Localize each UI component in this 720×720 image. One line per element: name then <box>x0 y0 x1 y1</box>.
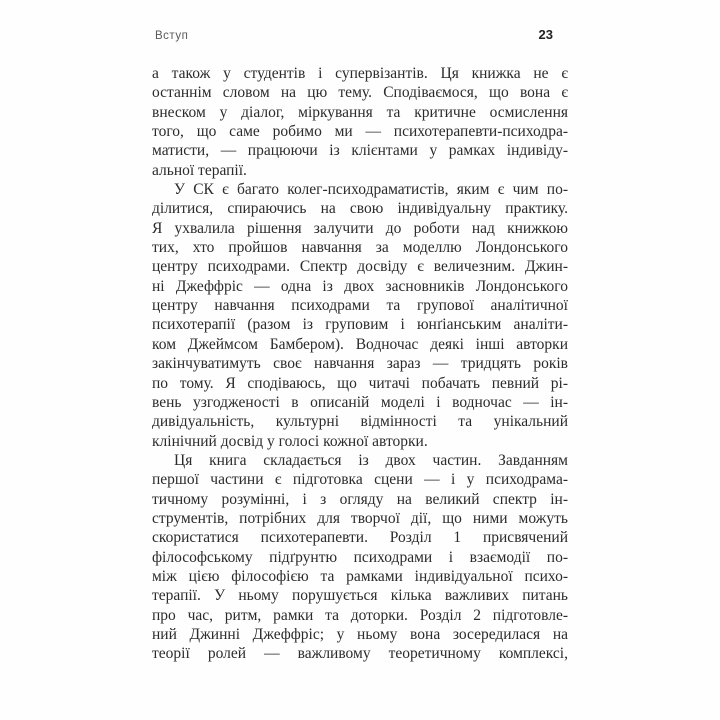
text-line: а також у студентів і супервізантів. Ця книжка не є <box>152 65 568 82</box>
text-line: Ця книга складається із двох частин. Завданням <box>174 451 568 469</box>
text-line: клінічний досвід у голосі кожної авторки. <box>152 432 428 450</box>
text-line: останнім словом на цю тему. Сподіваємося, що вона є <box>152 84 568 102</box>
page-number: 23 <box>538 27 553 42</box>
text-line: першої частини є підготовка сцени — і у психодрама- <box>152 471 568 489</box>
text-line: скористатися психотерапевти. Розділ 1 присвячений <box>152 529 568 547</box>
text-line: матисти, — працюючи із клієнтами у рамках індивіду- <box>152 142 568 160</box>
text-block <box>152 64 568 664</box>
text-line: дивідуальність, культурні відмінності та унікальний <box>152 413 568 431</box>
text-line: закінчуватимуть своє навчання зараз — тридцять років <box>152 355 568 373</box>
text-line: між цією філософією та рамками індивідуальної психо- <box>152 567 568 585</box>
text-line: ділитися, спираючись на свою індивідуальну практику. <box>152 200 568 218</box>
text-line: центру психодрами. Спектр досвіду є величезним. Джин- <box>152 258 568 276</box>
paragraph <box>152 451 568 664</box>
text-line: ний Джинні Джеффріс; у ньому вона зосередилася на <box>152 625 568 643</box>
text-line: тичному розумінні, і з огляду на великий спектр ін- <box>152 490 568 508</box>
text-line: ком Джеймсом Бамбером). Водночас деякі інші авторки <box>152 335 568 353</box>
text-line: струментів, потрібних для творчої дії, що ними можуть <box>152 509 568 527</box>
text-line: вень узгодженості в описаній моделі і водночас — ін- <box>152 393 568 411</box>
text-line: альної терапії. <box>152 161 247 179</box>
text-line: того, що саме робимо ми — психотерапевти-психодра- <box>152 123 568 141</box>
paragraph <box>152 180 568 451</box>
text-line: центру навчання психодрами та групової аналітичної <box>152 297 568 315</box>
text-line: тих, хто пройшов навчання за моделлю Лондонського <box>152 239 568 257</box>
text-line: терапії. У ньому порушується кілька важливих питань <box>152 587 568 605</box>
text-line: по тому. Я сподіваюсь, що читачі побачать певний рі- <box>152 374 568 392</box>
paragraph <box>152 64 568 180</box>
text-line: про час, ритм, рамки та доторки. Розділ 2 підготовле- <box>152 606 568 624</box>
text-line: психотерапії (разом із груповим і юнґіанським аналіти- <box>152 316 568 334</box>
text-line: У СК є багато колег-психодраматистів, яким є чим по- <box>174 181 568 199</box>
text-line: філософському підґрунтю психодрами і взаємодії по- <box>152 548 568 566</box>
text-line: теорії ролей — важливому теоретичному комплексі, <box>152 645 568 663</box>
text-line: ні Джеффріс — одна із двох засновників Лондонського <box>152 277 568 295</box>
running-title: Вступ <box>155 30 189 42</box>
text-line: внеском у діалог, міркування та критичне осмислення <box>152 103 568 121</box>
text-line: Я ухвалила рішення залучити до роботи над книжкою <box>152 219 568 237</box>
running-header <box>155 27 568 42</box>
